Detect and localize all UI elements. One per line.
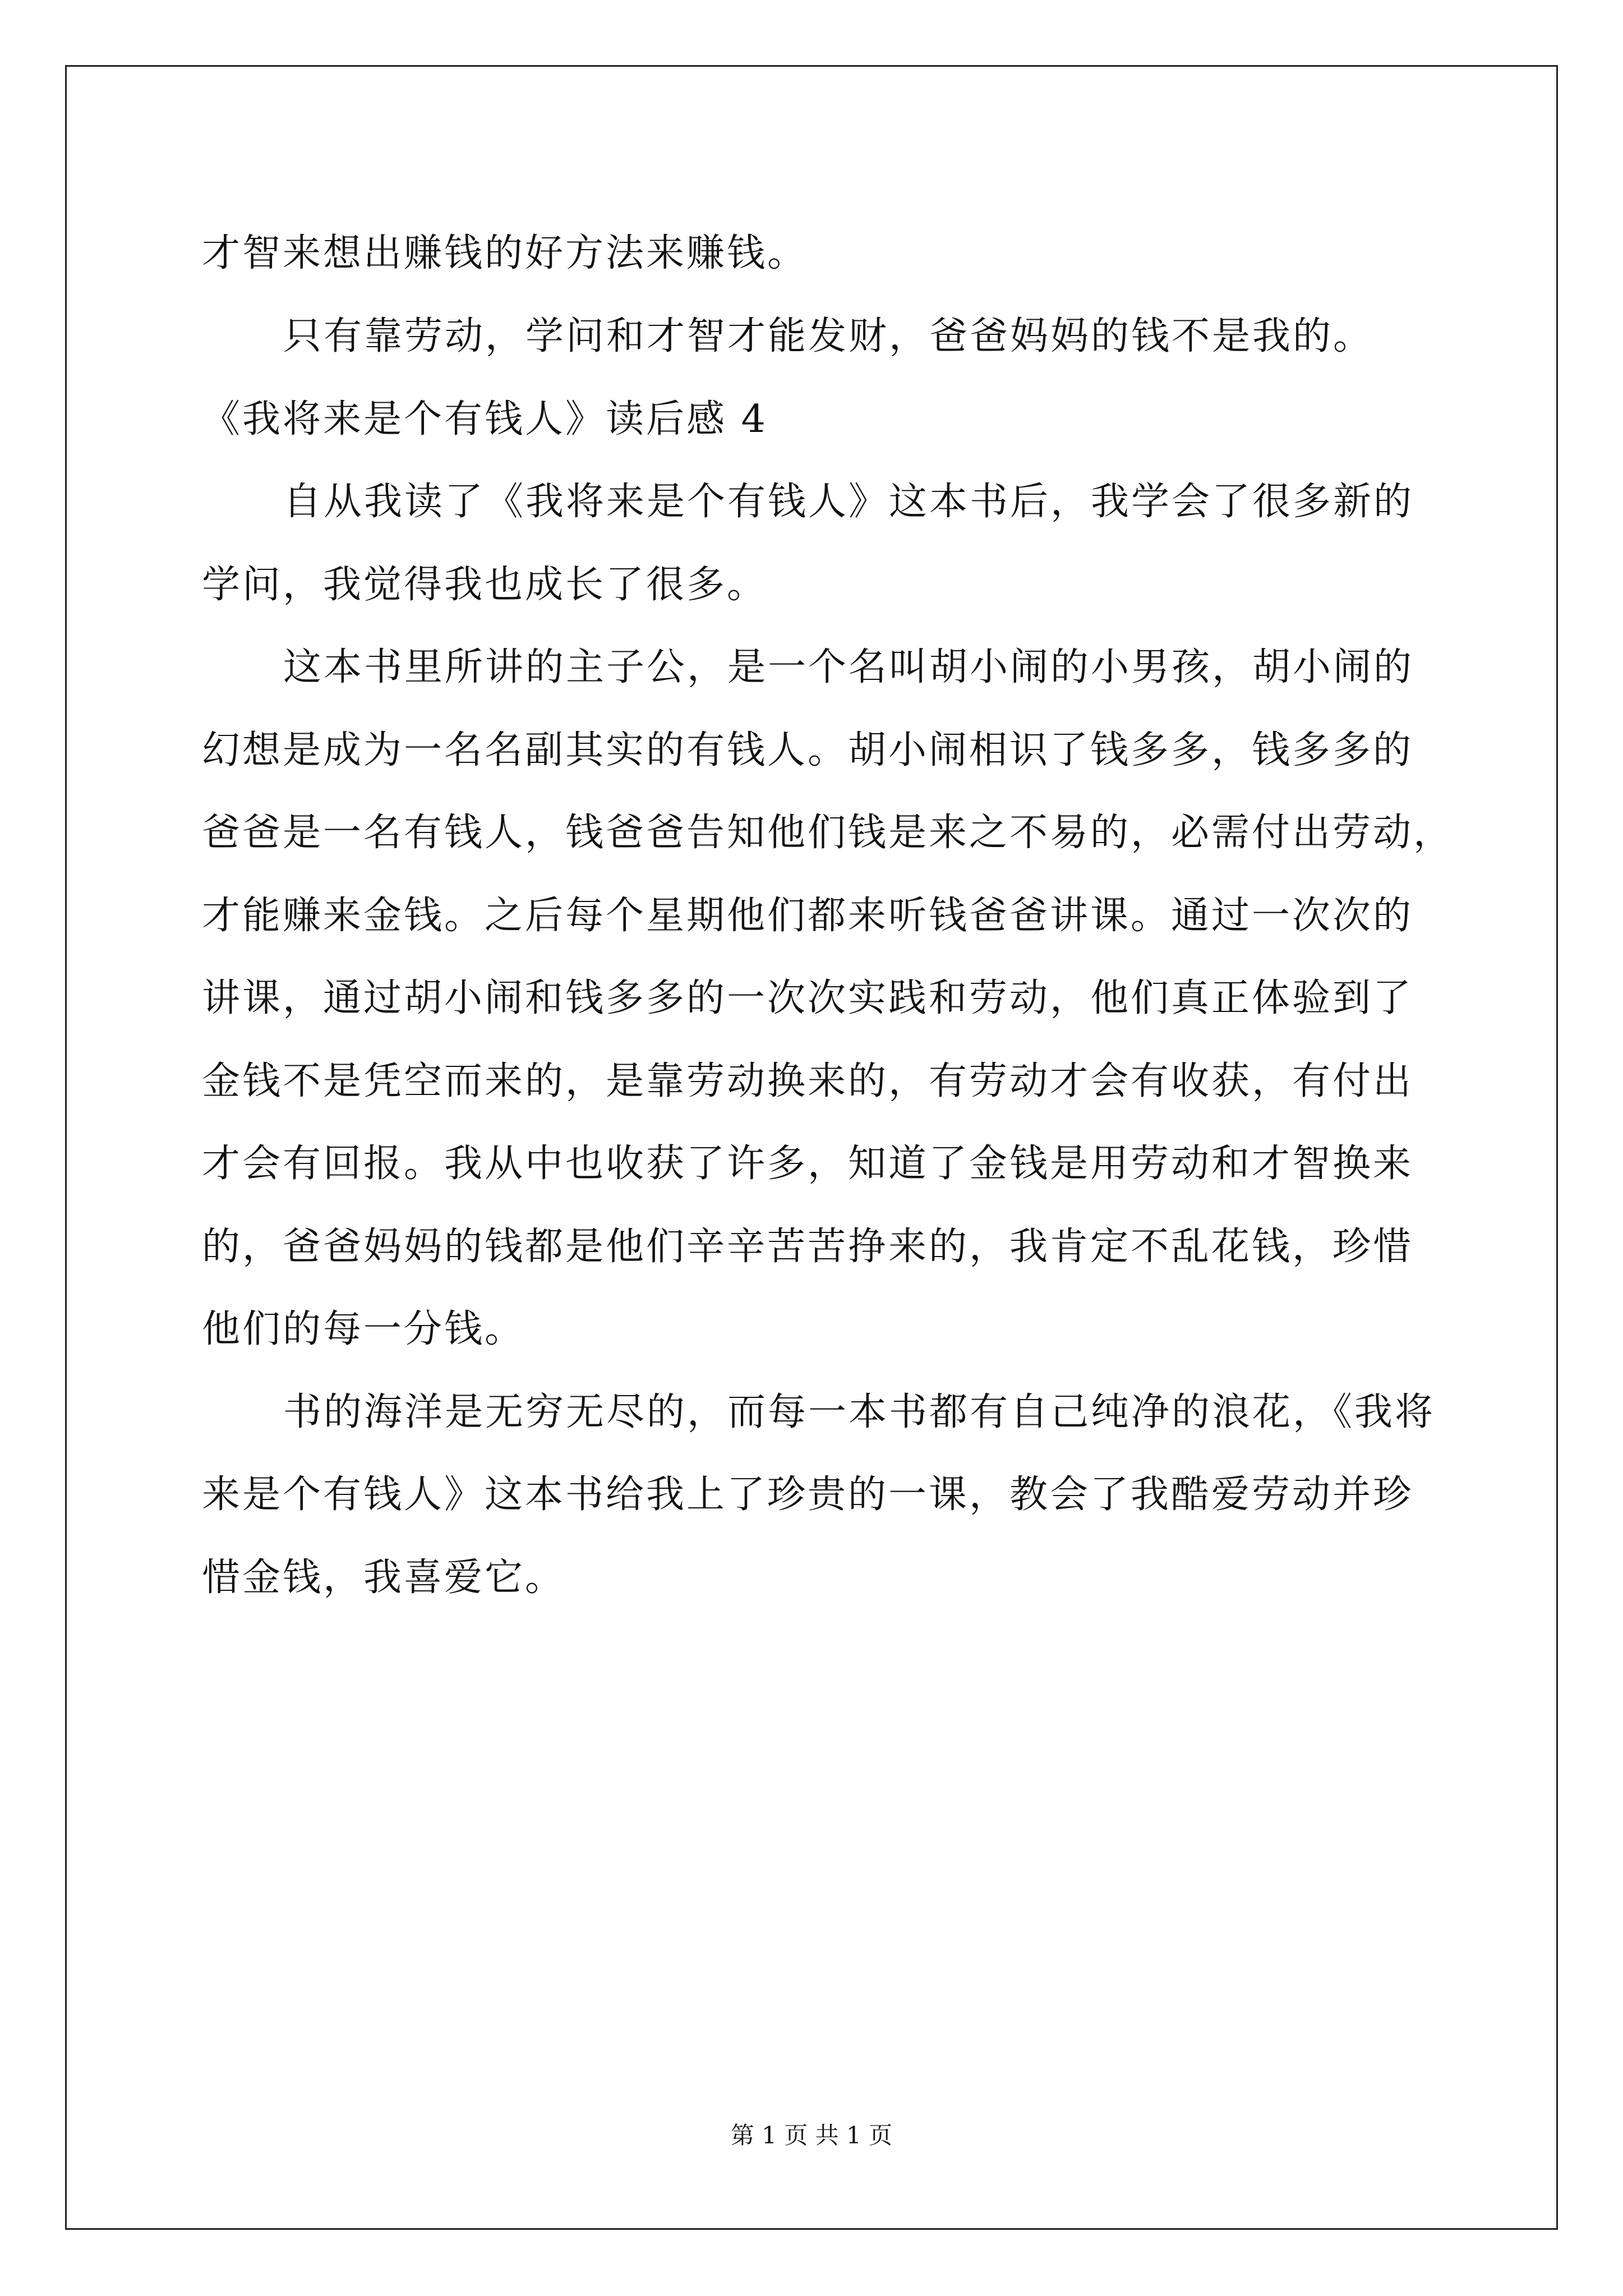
- paragraph-line: 才能赚来金钱。之后每个星期他们都来听钱爸爸讲课。通过一次次的: [202, 894, 1414, 938]
- section-heading: 《我将来是个有钱人》读后感 4: [202, 397, 768, 441]
- paragraph-line: 来是个有钱人》这本书给我上了珍贵的一课，教会了我酷爱劳动并珍: [202, 1473, 1414, 1517]
- paragraph-line: 书的海洋是无穷无尽的，而每一本书都有自己纯净的浪花，《我将: [283, 1390, 1436, 1434]
- paragraph-line: 他们的每一分钱。: [202, 1307, 525, 1351]
- paragraph-line: 爸爸是一名有钱人，钱爸爸告知他们钱是来之不易的，必需付出劳动，: [202, 811, 1454, 855]
- paragraph-line: 学问，我觉得我也成长了很多。: [202, 563, 768, 607]
- paragraph-line: 幻想是成为一名名副其实的有钱人。胡小闹相识了钱多多，钱多多的: [202, 728, 1414, 772]
- paragraph-line: 金钱不是凭空而来的，是靠劳动换来的，有劳动才会有收获，有付出: [202, 1059, 1414, 1103]
- paragraph-line: 讲课，通过胡小闹和钱多多的一次次实践和劳动，他们真正体验到了: [202, 976, 1414, 1020]
- paragraph-line: 自从我读了《我将来是个有钱人》这本书后，我学会了很多新的: [283, 480, 1414, 524]
- page-number-footer: 第 1 页 共 1 页: [730, 2122, 893, 2149]
- paragraph-line: 惜金钱，我喜爱它。: [202, 1556, 566, 1600]
- paragraph-line: 才会有回报。我从中也收获了许多，知道了金钱是用劳动和才智换来: [202, 1142, 1414, 1186]
- paragraph-line: 的，爸爸妈妈的钱都是他们辛辛苦苦挣来的，我肯定不乱花钱，珍惜: [202, 1225, 1414, 1269]
- paragraph-line: 只有靠劳动，学问和才智才能发财，爸爸妈妈的钱不是我的。: [283, 314, 1374, 358]
- paragraph-line: 才智来想出赚钱的好方法来赚钱。: [202, 231, 808, 275]
- paragraph-line: 这本书里所讲的主子公，是一个名叫胡小闹的小男孩，胡小闹的: [283, 645, 1414, 689]
